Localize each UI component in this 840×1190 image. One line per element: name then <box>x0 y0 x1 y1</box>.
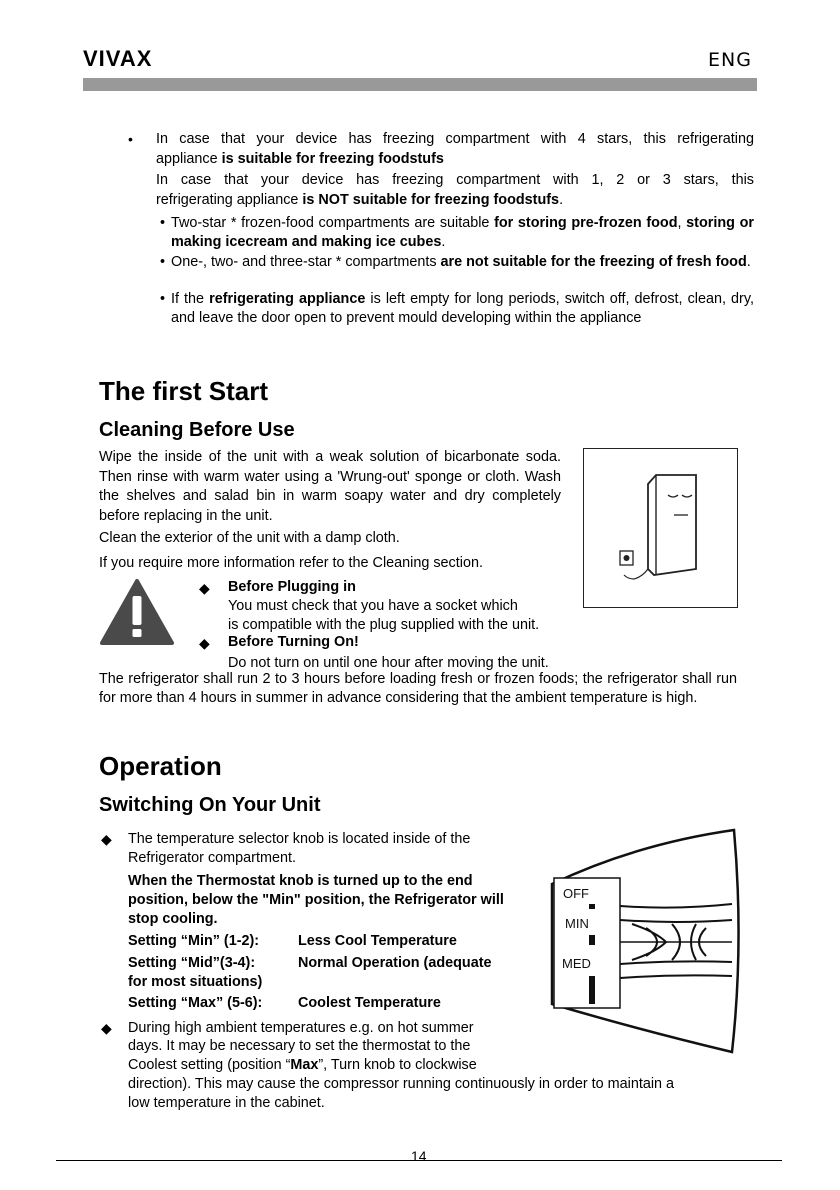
warning-title-turning-on: Before Turning On! <box>228 634 359 650</box>
operation-item-line: Coolest setting (position “Max”, Turn knob to clockwise <box>128 1057 477 1073</box>
freezing-sub-item: One-, two- and three-star * compartments are not suitable for the freezing of fresh food. <box>171 254 751 270</box>
operation-item-line: days. It may be necessary to set the thermostat to the <box>128 1038 471 1054</box>
fridge-drawing <box>584 449 737 607</box>
setting-value-max: Coolest Temperature <box>298 995 441 1011</box>
warning-text: is compatible with the plug supplied with the unit. <box>228 617 540 633</box>
subsection-title-switching-on: Switching On Your Unit <box>99 794 321 816</box>
operation-item: The temperature selector knob is located inside of the Refrigerator compartment. <box>128 831 471 866</box>
thermostat-note: When the Thermostat knob is turned up to the end position, below the "Min" position, the Refrigerator will stop cooling. <box>128 873 504 927</box>
section-title-operation: Operation <box>99 751 222 781</box>
language-label: ENG <box>708 49 752 71</box>
header-bar <box>83 78 757 91</box>
bullet-icon: • <box>160 291 166 307</box>
freezing-sub-item: Two-star * frozen-food compartments are suitable for storing pre-frozen food, storing or making icecream and making ice cubes. <box>171 215 754 250</box>
operation-item-line: direction). This may cause the compressor running continuously in order to maintain a <box>128 1076 675 1092</box>
freezing-line: appliance is suitable for freezing foodstufs <box>156 151 444 167</box>
diamond-bullet-icon: ◆ <box>199 580 210 596</box>
cleaning-paragraph: Clean the exterior of the unit with a damp cloth. <box>99 530 400 546</box>
setting-label-min: Setting “Min” (1-2): <box>128 933 260 949</box>
cleaning-paragraph: Wipe the inside of the unit with a weak solution of bicarbonate soda. Then rinse with warm water using a 'Wrung-out' sponge or cloth. Wash the shelves and salad bin in warm soapy water and dry completely before replacing in the unit. <box>99 449 561 524</box>
freezing-line: refrigerating appliance is NOT suitable for freezing foodstufs. <box>156 192 564 208</box>
diamond-bullet-icon: ◆ <box>101 1020 112 1036</box>
warning-text: Do not turn on until one hour after moving the unit. <box>228 655 549 671</box>
page-number: 14 <box>411 1148 427 1164</box>
setting-label-max: Setting “Max” (5-6): <box>128 995 263 1011</box>
bullet-icon: • <box>128 131 133 147</box>
brand-logo: VIVAX <box>83 46 153 71</box>
section-title-first-start: The first Start <box>99 376 269 406</box>
setting-value-mid: Normal Operation (adequate <box>298 955 492 971</box>
diamond-bullet-icon: ◆ <box>199 635 210 651</box>
bullet-icon: • <box>160 215 166 231</box>
operation-item-line: During high ambient temperatures e.g. on hot summer <box>128 1020 474 1036</box>
setting-label-mid: Setting “Mid”(3-4): <box>128 955 256 971</box>
warning-icon <box>99 578 175 646</box>
dial-label-min: MIN <box>565 916 589 931</box>
fridge-illustration <box>583 448 738 608</box>
operation-item-line: low temperature in the cabinet. <box>128 1095 325 1111</box>
setting-value-mid-cont: for most situations) <box>128 974 263 990</box>
thermostat-illustration <box>546 824 746 1060</box>
bullet-icon: • <box>160 254 166 270</box>
freezing-block <box>156 130 754 210</box>
warning-title-plugging: Before Plugging in <box>228 579 356 595</box>
footer-divider <box>56 1160 782 1161</box>
dial-label-med: MED <box>562 956 591 971</box>
run-time-paragraph: The refrigerator shall run 2 to 3 hours before loading fresh or frozen foods; the refrigerator shall run for more than 4 hours in summer in advance considering that the ambient temperature is high. <box>99 671 737 706</box>
freezing-sub-item: If the refrigerating appliance is left empty for long periods, switch off, defrost, clean, dry, and leave the door open to prevent mould developing within the appliance <box>171 291 754 326</box>
freezing-line: In case that your device has freezing compartment with 4 stars, this refrigerating <box>156 131 754 147</box>
freezing-line: In case that your device has freezing compartment with 1, 2 or 3 stars, this <box>156 172 754 188</box>
dial-label-off: OFF <box>563 886 589 901</box>
warning-text: You must check that you have a socket which <box>228 598 518 614</box>
subsection-title-cleaning: Cleaning Before Use <box>99 419 295 441</box>
cleaning-paragraph: If you require more information refer to the Cleaning section. <box>99 555 483 571</box>
thermostat-drawing <box>546 824 746 1060</box>
diamond-bullet-icon: ◆ <box>101 831 112 847</box>
setting-value-min: Less Cool Temperature <box>298 933 457 949</box>
